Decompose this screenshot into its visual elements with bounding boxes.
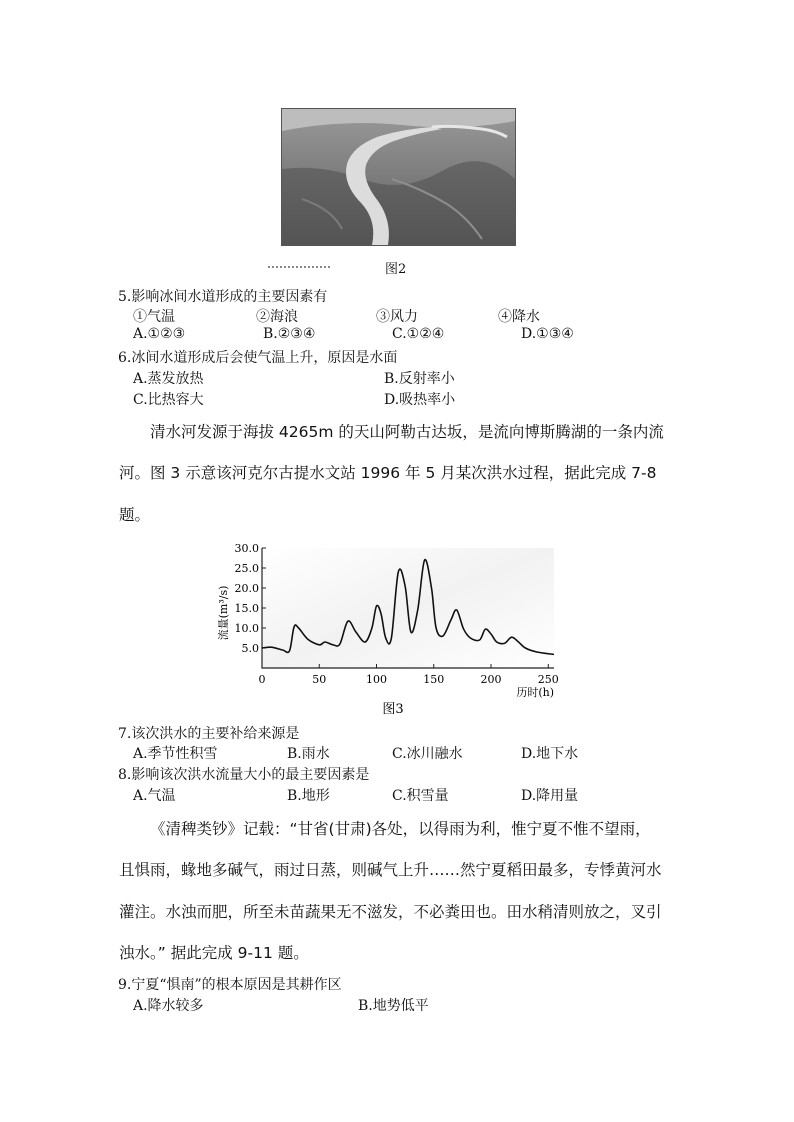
y-tick-label: 15.0 [234,602,259,615]
x-tick-label: 0 [258,673,266,686]
q6-option-a: A.蒸发放热 [133,371,204,387]
question-7-stem: 7.该次洪水的主要补给来源是 [118,726,300,742]
y-tick-label: 5.0 [241,642,259,655]
x-tick-label: 150 [423,673,445,686]
q5-item: ②海浪 [256,309,298,325]
x-tick-label: 100 [366,673,388,686]
figure-3-chart [212,538,572,723]
x-tick-label: 200 [480,673,502,686]
question-5-stem: 5.影响冰间水道形成的主要因素有 [118,289,328,305]
passage-1-line: 清水河发源于海拔 4265m 的天山阿勒古达坂，是流向博斯腾湖的一条内流 [150,423,664,441]
passage-1-line: 河。图 3 示意该河克尔古提水文站 1996 年 5 月某次洪水过程，据此完成 7-8 [119,464,657,482]
figure-3-caption: 图3 [382,702,404,717]
q6-option-d: D.吸热率小 [384,392,456,408]
figure-2-caption: 图2 [385,262,407,277]
q9-option-b: B.地势低平 [358,998,429,1014]
passage-2-line: 浊水。” 据此完成 9-11 题。 [119,944,309,962]
y-tick-label: 25.0 [234,562,259,575]
q6-option-b: B.反射率小 [384,371,455,387]
q7-option-a: A.季节性积雪 [133,746,218,762]
q5-item: ④降水 [498,309,540,325]
q5-option-b: B.②③④ [263,326,316,342]
q5-option-d: D.①③④ [521,326,574,342]
q7-option-b: B.雨水 [287,746,330,762]
q7-option-c: C.冰川融水 [392,746,463,762]
q8-option-a: A.气温 [133,788,176,804]
q8-option-d: D.降用量 [521,788,579,804]
passage-2-line: 《清稗类钞》记载：“甘省(甘肃)各处，以得雨为利，惟宁夏不惟不望雨， [150,820,651,838]
q6-option-c: C.比热容大 [133,392,204,408]
figure-2-photo [281,108,516,246]
q8-option-b: B.地形 [287,788,330,804]
q7-option-d: D.地下水 [521,746,579,762]
y-tick-label: 20.0 [234,582,259,595]
y-axis-label: 流量(m³/s) [217,585,230,641]
question-6-stem: 6.冰间水道形成后会使气温上升，原因是水面 [118,350,398,366]
y-tick-label: 30.0 [234,542,259,555]
x-axis-label: 历时(h) [516,686,554,699]
passage-2-line: 灌注。水浊而肥，所至未苗蔬果无不滋发，不必粪田也。田水稍清则放之，叉引 [119,903,662,921]
q5-item: ③风力 [376,309,418,325]
question-9-stem: 9.宁夏“惧南”的根本原因是其耕作区 [118,977,342,993]
passage-1-line: 题。 [119,506,151,524]
q5-item: ①气温 [133,309,175,325]
question-8-stem: 8.影响该次洪水流量大小的最主要因素是 [118,767,370,783]
q8-option-c: C.积雪量 [392,788,449,804]
q5-option-a: A.①②③ [133,326,186,342]
faint-stamp-mark [268,266,330,270]
q5-option-c: C.①②④ [392,326,445,342]
x-tick-label: 250 [537,673,559,686]
q9-option-a: A.降水较多 [133,998,204,1014]
y-tick-label: 10.0 [234,622,259,635]
x-tick-label: 50 [312,673,327,686]
passage-2-line: 且惧雨，蝝地多碱气，雨过日蒸，则碱气上升……然宁夏稻田最多，专悸黄河水 [119,861,662,879]
